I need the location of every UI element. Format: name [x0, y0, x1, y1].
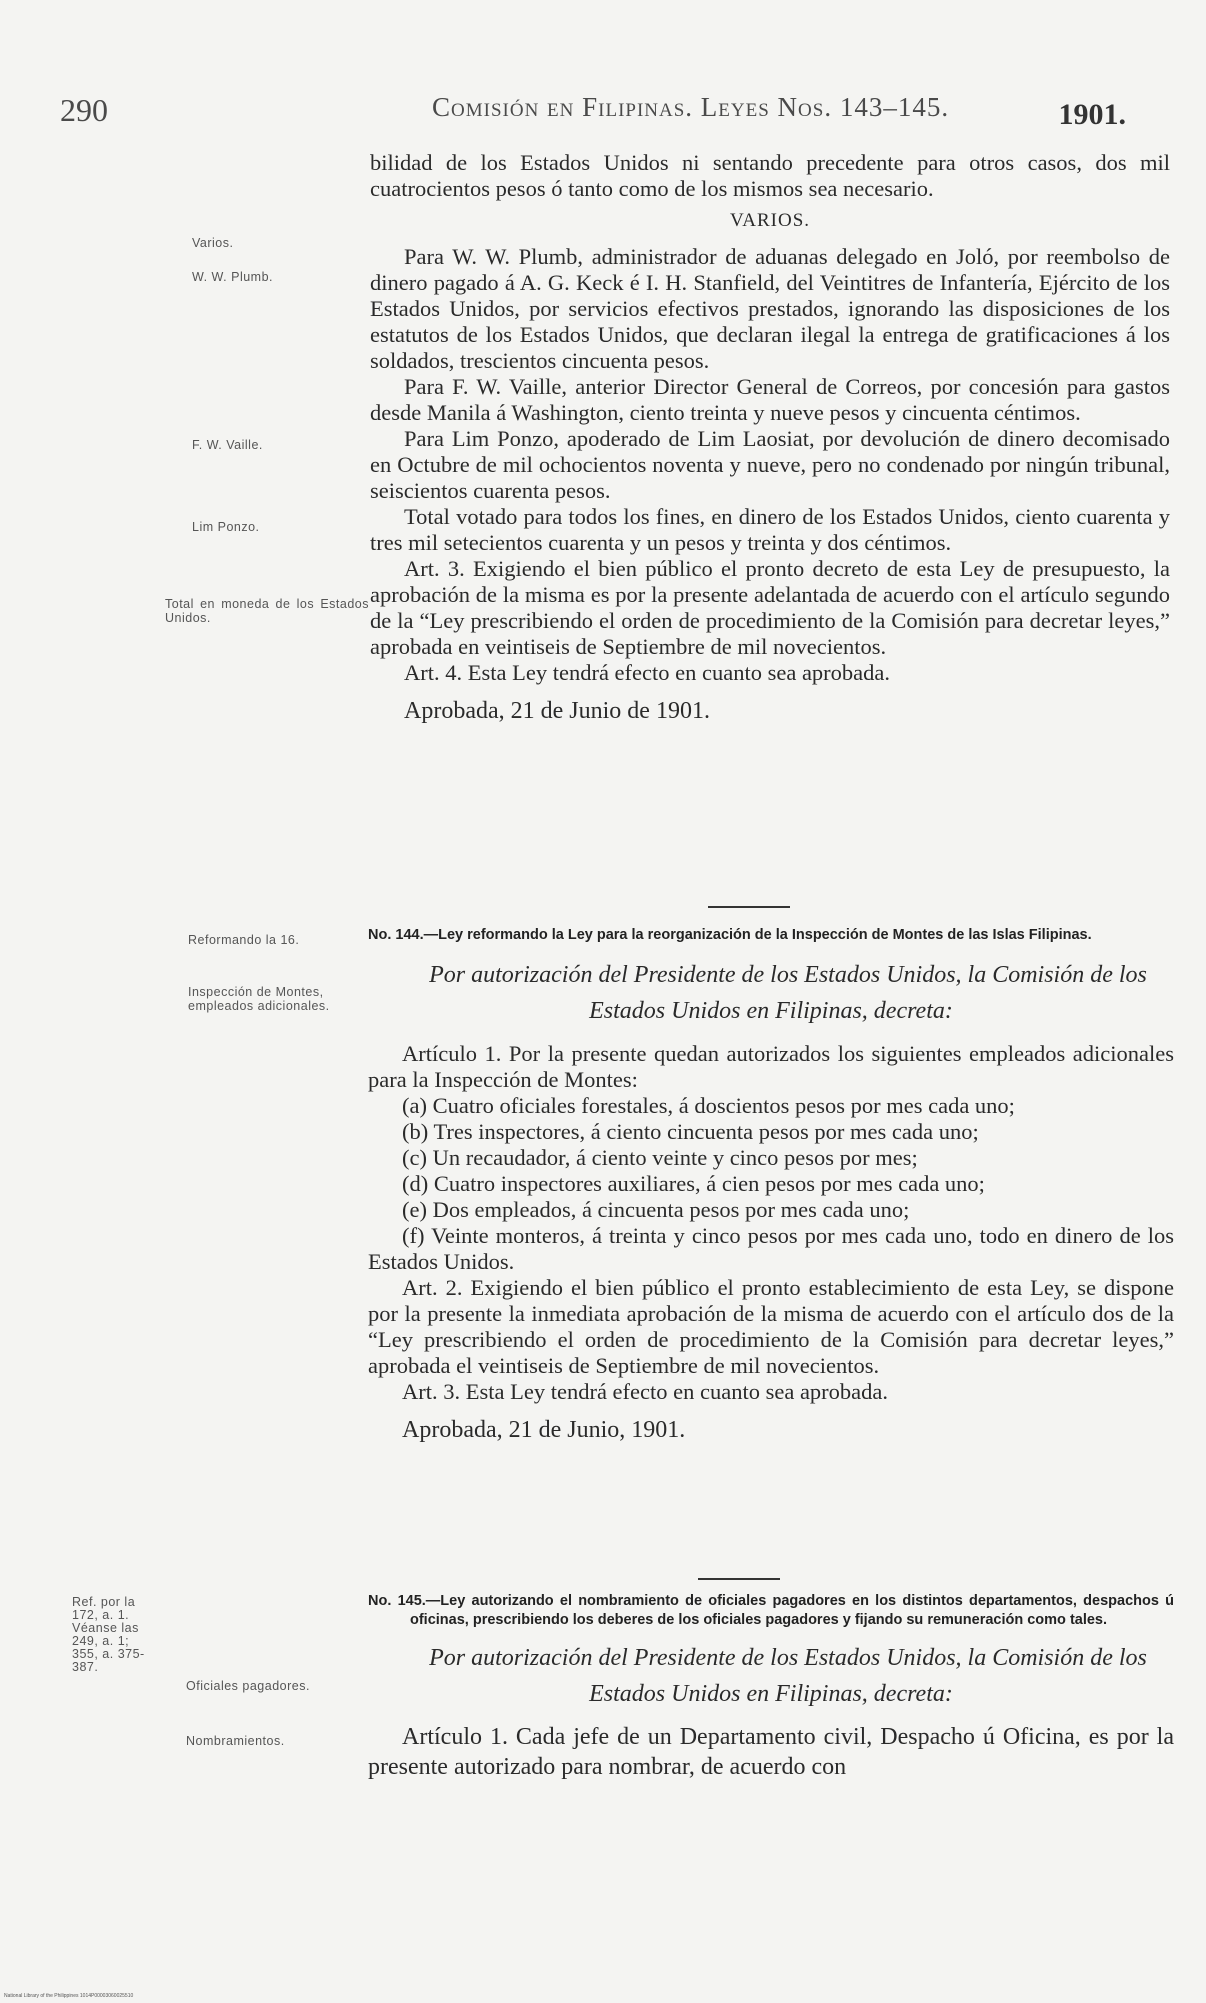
- paragraph-art3: Art. 3. Exigiendo el bien público el pronto decreto de esta Ley de presupuesto, la aprobación de la misma es por la presente adelantada de acuerdo con el artículo segundo de la “Ley prescribiendo el orden de procedimiento de la Comisión para decretar leyes,” aprobada en veintiseis de Septiembre de mil novecientos.: [370, 556, 1170, 659]
- page-number: 290: [60, 92, 108, 128]
- margin-note-nombramientos: Nombramientos.: [186, 1734, 285, 1748]
- paragraph-vaille: Para F. W. Vaille, anterior Director General de Correos, por concesión para gastos desde Manila á Washington, ciento treinta y nueve pesos y cincuenta céntimos.: [370, 374, 1170, 425]
- law-145: [368, 1592, 1174, 1782]
- paragraph-ponzo: Para Lim Ponzo, apoderado de Lim Laosiat, por devolución de dinero decomisado en Octubre de mil ochocientos noventa y nueve, pero no condenado por ningún tribunal, seiscientos cuarenta pesos.: [370, 426, 1170, 503]
- item-b: (b) Tres inspectores, á ciento cincuenta pesos por mes cada uno;: [402, 1119, 979, 1144]
- paragraph-plumb: Para W. W. Plumb, administrador de aduanas delegado en Joló, por reembolso de dinero pagado á A. G. Keck é I. H. Stanfield, del Veintitres de Infantería, Ejército de los Estados Unidos, por servicios efectivos prestados, ignorando las disposiciones de los estatutos de los Estados Unidos, que declaran ilegal la entrega de gratificaciones á los soldados, trescientos cincuenta pesos.: [370, 244, 1170, 373]
- margin-note-vaille: F. W. Vaille.: [192, 438, 263, 452]
- item-d: (d) Cuatro inspectores auxiliares, á cien pesos por mes cada uno;: [402, 1171, 985, 1196]
- section-divider-1: [708, 906, 790, 908]
- section-divider-2: [698, 1578, 780, 1580]
- margin-note-ref: Ref. por la 172, a. 1. Véanse las 249, a. 1; 355, a. 375-387.: [72, 1595, 145, 1674]
- paragraph-art1: Artículo 1. Por la presente quedan autorizados los siguientes empleados adicionales para la Inspección de Montes:: [368, 1041, 1174, 1092]
- approval-date-2: Aprobada, 21 de Junio, 1901.: [402, 1417, 686, 1443]
- section-heading-varios: VARIOS.: [729, 210, 811, 231]
- item-e: (e) Dos empleados, á cincuenta pesos por mes cada uno;: [402, 1197, 910, 1222]
- paragraph-total: Total votado para todos los fines, en dinero de los Estados Unidos, ciento cuarenta y tres mil setecientos cuarenta y un pesos y treinta y dos céntimos.: [370, 504, 1170, 555]
- law-144-title: No. 144.—Ley reformando la Ley para la reorganización de la Inspección de Montes de las Islas Filipinas.: [368, 927, 1092, 943]
- library-footer: National Library of the Philippines 1014P00003060025510: [4, 1993, 134, 1999]
- decree-1: Por autorización del Presidente de los Estados Unidos, la Comisión de los Estados Unidos en Filipinas, decreta:: [429, 962, 1147, 1024]
- paragraph-intro: bilidad de los Estados Unidos ni sentando precedente para otros casos, dos mil cuatrocientos pesos ó tanto como de los mismos sea necesario.: [370, 150, 1170, 201]
- item-c: (c) Un recaudador, á ciento veinte y cinco pesos por mes;: [402, 1145, 918, 1170]
- text-block-1: [370, 150, 1170, 724]
- law-144: [368, 926, 1174, 1443]
- margin-note-total: Total en moneda de los Estados Unidos.: [165, 597, 369, 625]
- margin-note-inspeccion: Inspección de Montes, empleados adicionales.: [188, 985, 330, 1013]
- law-145-title: No. 145.—Ley autorizando el nombramiento de oficiales pagadores en los distintos departamentos, despachos ú oficinas, prescribiendo los deberes de los oficiales pagadores y fijando su remuneración como tales.: [368, 1593, 1174, 1628]
- item-f: (f) Veinte monteros, á treinta y cinco pesos por mes cada uno, todo en dinero de los Estados Unidos.: [368, 1223, 1174, 1274]
- paragraph-art1b: Artículo 1. Cada jefe de un Departamento civil, Despacho ú Oficina, es por la presente autorizado para nombrar, de acuerdo con: [368, 1724, 1174, 1780]
- margin-note-ponzo: Lim Ponzo.: [192, 520, 260, 534]
- approval-date-1: Aprobada, 21 de Junio de 1901.: [404, 698, 710, 724]
- margin-note-oficiales: Oficiales pagadores.: [186, 1679, 310, 1693]
- paragraph-art4: Art. 4. Esta Ley tendrá efecto en cuanto sea aprobada.: [404, 660, 891, 685]
- paragraph-art3b: Art. 3. Esta Ley tendrá efecto en cuanto sea aprobada.: [402, 1379, 889, 1404]
- decree-2: Por autorización del Presidente de los Estados Unidos, la Comisión de los Estados Unidos en Filipinas, decreta:: [429, 1645, 1147, 1707]
- item-a: (a) Cuatro oficiales forestales, á doscientos pesos por mes cada uno;: [402, 1093, 1015, 1118]
- page-header: [60, 92, 1126, 132]
- margin-note-reforma: Reformando la 16.: [188, 933, 300, 947]
- header-year: 1901.: [1058, 98, 1126, 131]
- paragraph-art2: Art. 2. Exigiendo el bien público el pronto establecimiento de esta Ley, se dispone por la presente la inmediata aprobación de la misma de acuerdo con el artículo dos de la “Ley prescribiendo el orden de procedimiento de la Comisión para decretar leyes,” aprobada el veintiseis de Septiembre de mil novecientos.: [368, 1275, 1174, 1378]
- running-title: Comisión en Filipinas. Leyes Nos. 143–145.: [432, 92, 950, 122]
- margin-note-varios: Varios.: [192, 236, 234, 250]
- margin-note-plumb: W. W. Plumb.: [192, 270, 274, 284]
